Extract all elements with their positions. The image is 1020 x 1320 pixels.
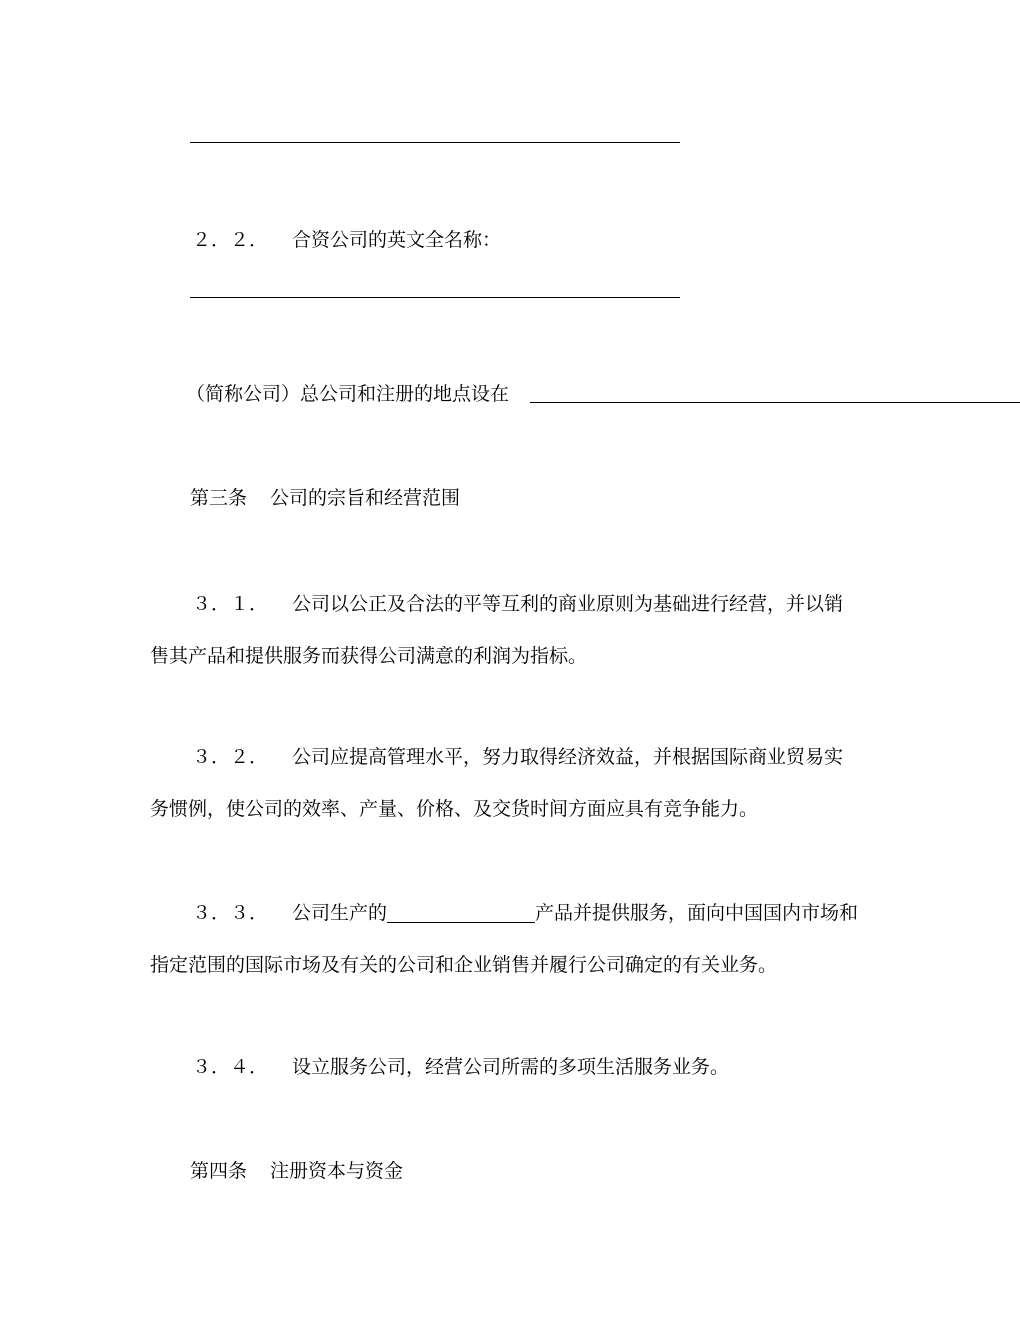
clause-number: ２．２． bbox=[192, 229, 269, 251]
clause-3-4 bbox=[192, 1055, 729, 1079]
article-4-heading bbox=[190, 1159, 403, 1183]
clause-text: 公司以公正及合法的平等互利的商业原则为基础进行经营，并以销 bbox=[292, 593, 844, 615]
english-name-blank-line bbox=[190, 297, 680, 298]
clause-text: 产品并提供服务，面向中国国内市场和 bbox=[535, 902, 859, 924]
clause-3-3-line-1 bbox=[192, 901, 858, 925]
clause-text: 公司应提高管理水平，努力取得经济效益，并根据国际商业贸易实 bbox=[292, 746, 844, 768]
clause-text: 务惯例，使公司的效率、产量、价格、及交货时间方面应具有竞争能力。 bbox=[150, 798, 759, 820]
article-title: 注册资本与资金 bbox=[270, 1160, 404, 1182]
address-text: （简称公司）总公司和注册的地点设在 bbox=[186, 383, 510, 405]
article-number: 第三条 bbox=[190, 487, 248, 509]
article-number: 第四条 bbox=[190, 1160, 248, 1182]
clause-3-2-line-2 bbox=[150, 797, 758, 821]
clause-text: 合资公司的英文全名称： bbox=[292, 229, 502, 251]
clause-number: ３．１． bbox=[192, 593, 269, 615]
clause-2-2 bbox=[192, 228, 501, 252]
clause-number: ３．４． bbox=[192, 1056, 269, 1078]
clause-number: ３．２． bbox=[192, 746, 269, 768]
article-title: 公司的宗旨和经营范围 bbox=[270, 487, 461, 509]
address-blank-line bbox=[530, 402, 1020, 403]
clause-3-1-line-1 bbox=[192, 592, 843, 616]
clause-text: 指定范围的国际市场及有关的公司和企业销售并履行公司确定的有关业务。 bbox=[150, 954, 778, 976]
clause-3-3-line-2 bbox=[150, 953, 777, 977]
article-3-heading bbox=[190, 486, 460, 510]
clause-text: 公司生产的 bbox=[292, 902, 388, 924]
address-clause bbox=[186, 382, 509, 406]
clause-text: 售其产品和提供服务而获得公司满意的利润为指标。 bbox=[150, 645, 588, 667]
clause-3-2-line-1 bbox=[192, 745, 843, 769]
product-blank-line bbox=[387, 904, 535, 923]
clause-text: 设立服务公司，经营公司所需的多项生活服务业务。 bbox=[292, 1056, 730, 1078]
clause-3-1-line-2 bbox=[150, 644, 587, 668]
clause-number: ３．３． bbox=[192, 902, 269, 924]
chinese-name-blank-line bbox=[190, 142, 680, 143]
